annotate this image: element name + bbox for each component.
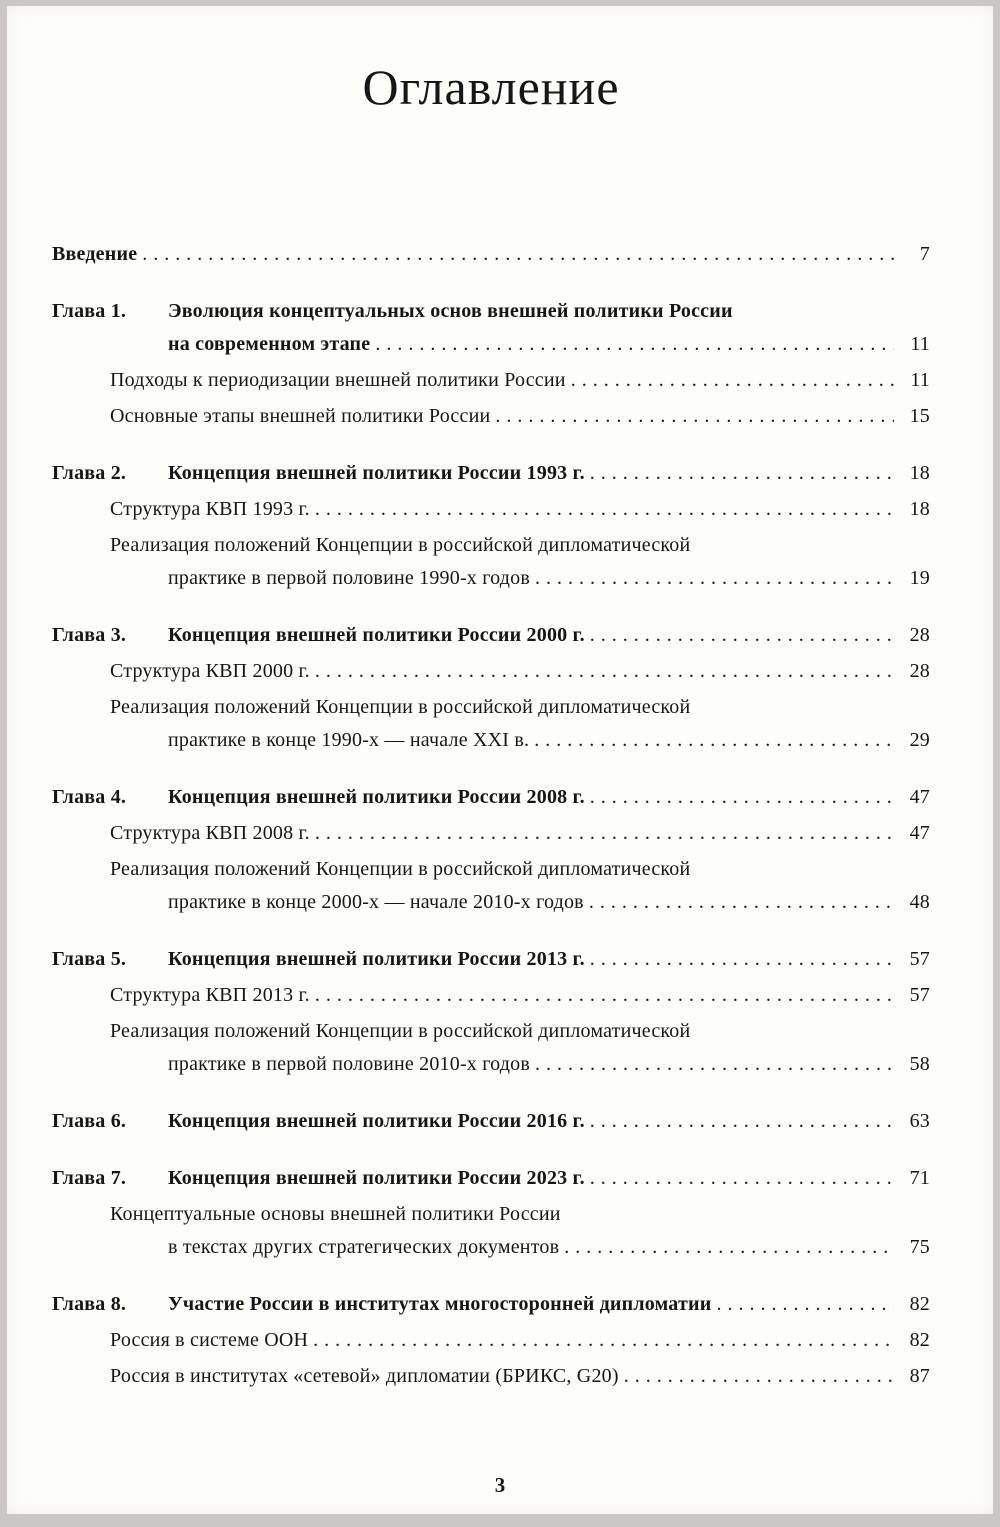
toc-entry-text: Концепция внешней политики России 2013 г. [168, 948, 585, 970]
toc-entry [52, 1162, 930, 1195]
toc-page-number: 19 [909, 567, 930, 589]
toc-entry-line [52, 562, 930, 595]
toc-entry-text: Участие России в институтах многосторонней дипломатии [168, 1293, 712, 1315]
toc-entry [52, 691, 930, 757]
toc-entry-line [52, 886, 930, 919]
toc-page-number: 47 [909, 822, 930, 844]
toc-entry-line [52, 493, 930, 526]
toc-entry-text: Реализация положений Концепции в российской дипломатической [110, 858, 691, 880]
toc-entry-text: Концепция внешней политики России 1993 г. [168, 462, 585, 484]
toc-entry [52, 619, 930, 652]
toc-entry-line [52, 655, 930, 688]
toc-entry-line [168, 457, 930, 490]
toc-page-number: 11 [910, 369, 930, 391]
toc-page-number: 58 [909, 1053, 930, 1075]
toc-entry-line [168, 781, 930, 814]
page-number: 3 [494, 1473, 506, 1497]
toc-entry-text: Реализация положений Концепции в российской дипломатической [110, 1020, 691, 1042]
toc-entry-line [52, 238, 930, 271]
toc-entry-text: Основные этапы внешней политики России [110, 405, 491, 427]
toc-entry-line [168, 1288, 930, 1321]
toc-entry [52, 493, 930, 526]
toc-entry-line [52, 1048, 930, 1081]
dot-leader [315, 655, 894, 688]
toc-entry-text: Эволюция концептуальных основ внешней политики России [168, 300, 733, 322]
dot-leader [315, 979, 894, 1012]
toc-entry-line [168, 1162, 930, 1195]
toc-entry-text: Россия в институтах «сетевой» дипломатии (БРИКС, G20) [110, 1365, 619, 1387]
toc-entry-text: Структура КВП 2000 г. [110, 660, 310, 682]
toc-entry-text: в текстах других стратегических документов [168, 1236, 560, 1258]
dot-leader [624, 1360, 894, 1393]
toc-entry-text: Концепция внешней политики России 2008 г. [168, 786, 585, 808]
toc-page-number: 75 [909, 1236, 930, 1258]
toc-entry [52, 1105, 930, 1138]
toc-entry [52, 295, 930, 361]
dot-leader [590, 1162, 894, 1195]
toc-entry-line [52, 1015, 930, 1048]
toc-entry-text: практике в конце 2000-х — начале 2010-х годов [168, 891, 584, 913]
chapter-number: Глава 1. [52, 300, 127, 322]
toc-entry [52, 529, 930, 595]
toc-entry-line [52, 853, 930, 886]
toc-entry [52, 853, 930, 919]
toc-page-number: 63 [909, 1110, 930, 1132]
dot-leader [564, 1231, 894, 1264]
toc-entry-text: практике в первой половине 1990-х годов [168, 567, 530, 589]
toc-entry-text: Россия в системе ООН [110, 1329, 309, 1351]
chapter-number: Глава 4. [52, 786, 127, 808]
toc-entry [52, 655, 930, 688]
dot-leader [590, 781, 894, 814]
toc-entry-text: Структура КВП 1993 г. [110, 498, 310, 520]
toc-entry-text: Подходы к периодизации внешней политики России [110, 369, 566, 391]
toc-entry [52, 1015, 930, 1081]
toc-entry-line [52, 1198, 930, 1231]
toc-entry-line [52, 817, 930, 850]
toc-entry-text: Реализация положений Концепции в российской дипломатической [110, 696, 691, 718]
toc-entry-line [52, 1360, 930, 1393]
toc-entry [52, 238, 930, 271]
toc-page-number: 87 [909, 1365, 930, 1387]
toc-entry-line [168, 1105, 930, 1138]
toc-entry [52, 1324, 930, 1357]
toc-entry-line [52, 529, 930, 562]
toc-entry-text: практике в конце 1990-х — начале XXI в. [168, 729, 530, 751]
dot-leader [315, 493, 894, 526]
page-title: Оглавление [362, 59, 620, 115]
toc-entry-text: Введение [52, 243, 138, 265]
toc-page-number: 29 [909, 729, 930, 751]
toc-entry-line [52, 691, 930, 724]
toc-entry [52, 817, 930, 850]
dot-leader [571, 364, 894, 397]
toc-page-number: 71 [909, 1167, 930, 1189]
toc-page-number: 57 [909, 948, 930, 970]
toc-page-number: 82 [909, 1293, 930, 1315]
toc-page-number: 11 [910, 333, 930, 355]
chapter-number: Глава 7. [52, 1167, 127, 1189]
toc-entry-line [52, 364, 930, 397]
toc-page-number: 82 [909, 1329, 930, 1351]
toc-entry [52, 1360, 930, 1393]
toc-entry-line [168, 328, 930, 361]
chapter-number: Глава 6. [52, 1110, 127, 1132]
dot-leader [315, 817, 894, 850]
toc-page-number: 28 [909, 624, 930, 646]
toc-entry-line [168, 295, 930, 328]
toc-page-number: 18 [909, 462, 930, 484]
dot-leader [375, 328, 894, 361]
table-of-contents [52, 238, 930, 1393]
toc-page-number: 28 [909, 660, 930, 682]
dot-leader [313, 1324, 894, 1357]
toc-entry-text: Реализация положений Концепции в российской дипломатической [110, 534, 691, 556]
dot-leader [590, 943, 894, 976]
toc-entry-line [52, 1324, 930, 1357]
toc-entry-line [52, 1231, 930, 1264]
toc-entry-line [52, 400, 930, 433]
toc-page-number: 57 [909, 984, 930, 1006]
toc-entry-text: Концептуальные основы внешней политики России [110, 1203, 561, 1225]
book-page [7, 6, 993, 1514]
toc-entry [52, 943, 930, 976]
toc-entry-text: Концепция внешней политики России 2000 г. [168, 624, 585, 646]
dot-leader [534, 724, 894, 757]
toc-entry-text: Структура КВП 2008 г. [110, 822, 310, 844]
page-content [52, 6, 930, 1514]
toc-entry [52, 1198, 930, 1264]
dot-leader [589, 886, 894, 919]
toc-entry [52, 781, 930, 814]
toc-entry [52, 1288, 930, 1321]
dot-leader [590, 619, 894, 652]
toc-entry-line [52, 979, 930, 1012]
toc-entry-text: Концепция внешней политики России 2016 г. [168, 1110, 585, 1132]
chapter-number: Глава 3. [52, 624, 127, 646]
chapter-number: Глава 5. [52, 948, 127, 970]
dot-leader [590, 1105, 894, 1138]
toc-entry-text: практике в первой половине 2010-х годов [168, 1053, 530, 1075]
toc-entry-line [52, 724, 930, 757]
chapter-number: Глава 8. [52, 1293, 127, 1315]
toc-page-number: 47 [909, 786, 930, 808]
toc-entry [52, 364, 930, 397]
toc-page-number: 15 [909, 405, 930, 427]
toc-page-number: 18 [909, 498, 930, 520]
toc-page-number: 7 [919, 243, 930, 265]
toc-page-number: 48 [909, 891, 930, 913]
toc-entry-text: на современном этапе [168, 333, 371, 355]
dot-leader [590, 457, 894, 490]
toc-entry [52, 400, 930, 433]
toc-entry-text: Структура КВП 2013 г. [110, 984, 310, 1006]
toc-entry-line [168, 619, 930, 652]
toc-entry [52, 457, 930, 490]
dot-leader [142, 238, 894, 271]
dot-leader [495, 400, 894, 433]
dot-leader [535, 1048, 894, 1081]
dot-leader [535, 562, 894, 595]
toc-entry-text: Концепция внешней политики России 2023 г. [168, 1167, 585, 1189]
dot-leader [716, 1288, 894, 1321]
chapter-number: Глава 2. [52, 462, 127, 484]
toc-entry [52, 979, 930, 1012]
toc-entry-line [168, 943, 930, 976]
